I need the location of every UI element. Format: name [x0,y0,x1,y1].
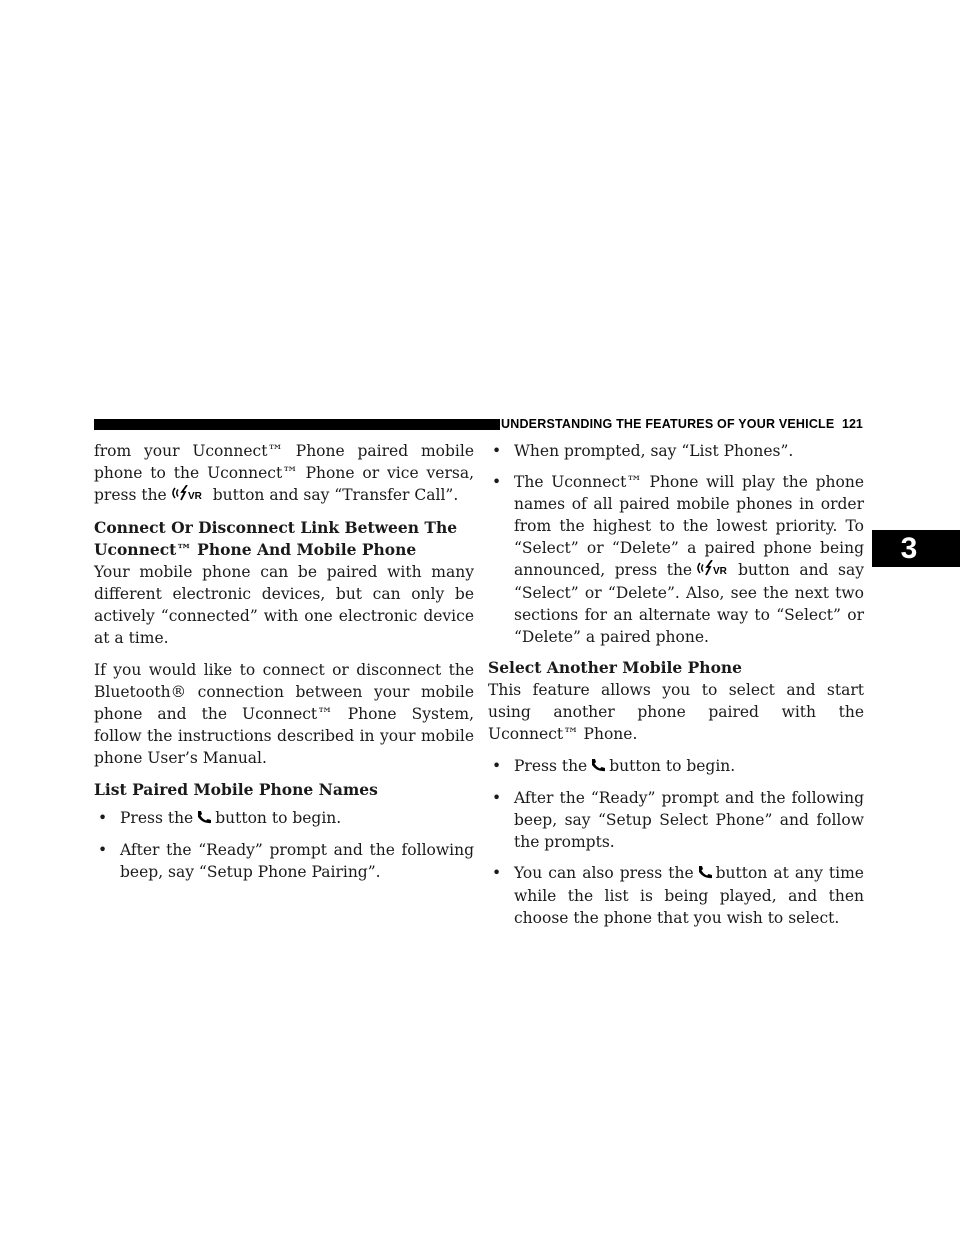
phone-handset-icon [697,863,713,885]
right-column [488,440,864,938]
list-item: • After the “Ready” prompt and the following beep, say “Setup Phone Pairing”. [98,841,474,881]
heading-list-paired: List Paired Mobile Phone Names [94,780,378,799]
svg-text:VR: VR [713,566,728,576]
phone-handset-icon [590,756,606,778]
voice-recognition-icon [170,485,210,507]
list-item: • You can also press the button at any time while the list is being played, and then choose the phone that you wish to select. [492,864,864,927]
paragraph-bluetooth: If you would like to connect or disconnect the Bluetooth® connection between your mobile phone and the Uconnect™ Phone System, follow the instructions described in your mobile phone User’s Manual. [94,661,474,767]
paragraph-select-another: This feature allows you to select and start using another phone paired with the Uconnect™ Phone. [488,681,864,743]
voice-recognition-icon [695,560,735,582]
phone-handset-icon [196,808,212,830]
heading-select-another: Select Another Mobile Phone [488,658,743,677]
header-rule [94,419,500,430]
page-number: 121 [842,417,863,431]
list-item: • The Uconnect™ Phone will play the phone names of all paired mobile phones in order from the highest to the lowest priority. To “Select” or “Delete” a paired phone being announced, press the VR button and say “Select” or “Delete”. Also, see the next two sections for an alternate way to “Select” or “Delete” a paired phone. [492,473,864,646]
intro-paragraph [94,440,474,507]
section-title: UNDERSTANDING THE FEATURES OF YOUR VEHICLE [501,417,835,431]
left-column [94,440,474,892]
list-item: • After the “Ready” prompt and the following beep, say “Setup Select Phone” and follow the prompts. [492,789,864,851]
svg-text:VR: VR [187,491,202,501]
list-item: • When prompted, say “List Phones”. [492,442,794,460]
heading-connect-disconnect: Connect Or Disconnect Link Between The Uconnect™ Phone And Mobile Phone [94,518,458,559]
intro-text-a: from your Uconnect™ Phone paired mobile phone to the Uconnect™ Phone or vice versa, press the [94,442,474,504]
list-item: • Press the button to begin. [94,807,474,830]
intro-text-b: button and say “Transfer Call”. [212,486,459,504]
paragraph-pairing: Your mobile phone can be paired with many different electronic devices, but can only be actively “connected” with one electronic device at a time. [94,563,474,647]
chapter-tab: 3 [872,530,960,567]
list-item: • Press the button to begin. [488,755,864,778]
